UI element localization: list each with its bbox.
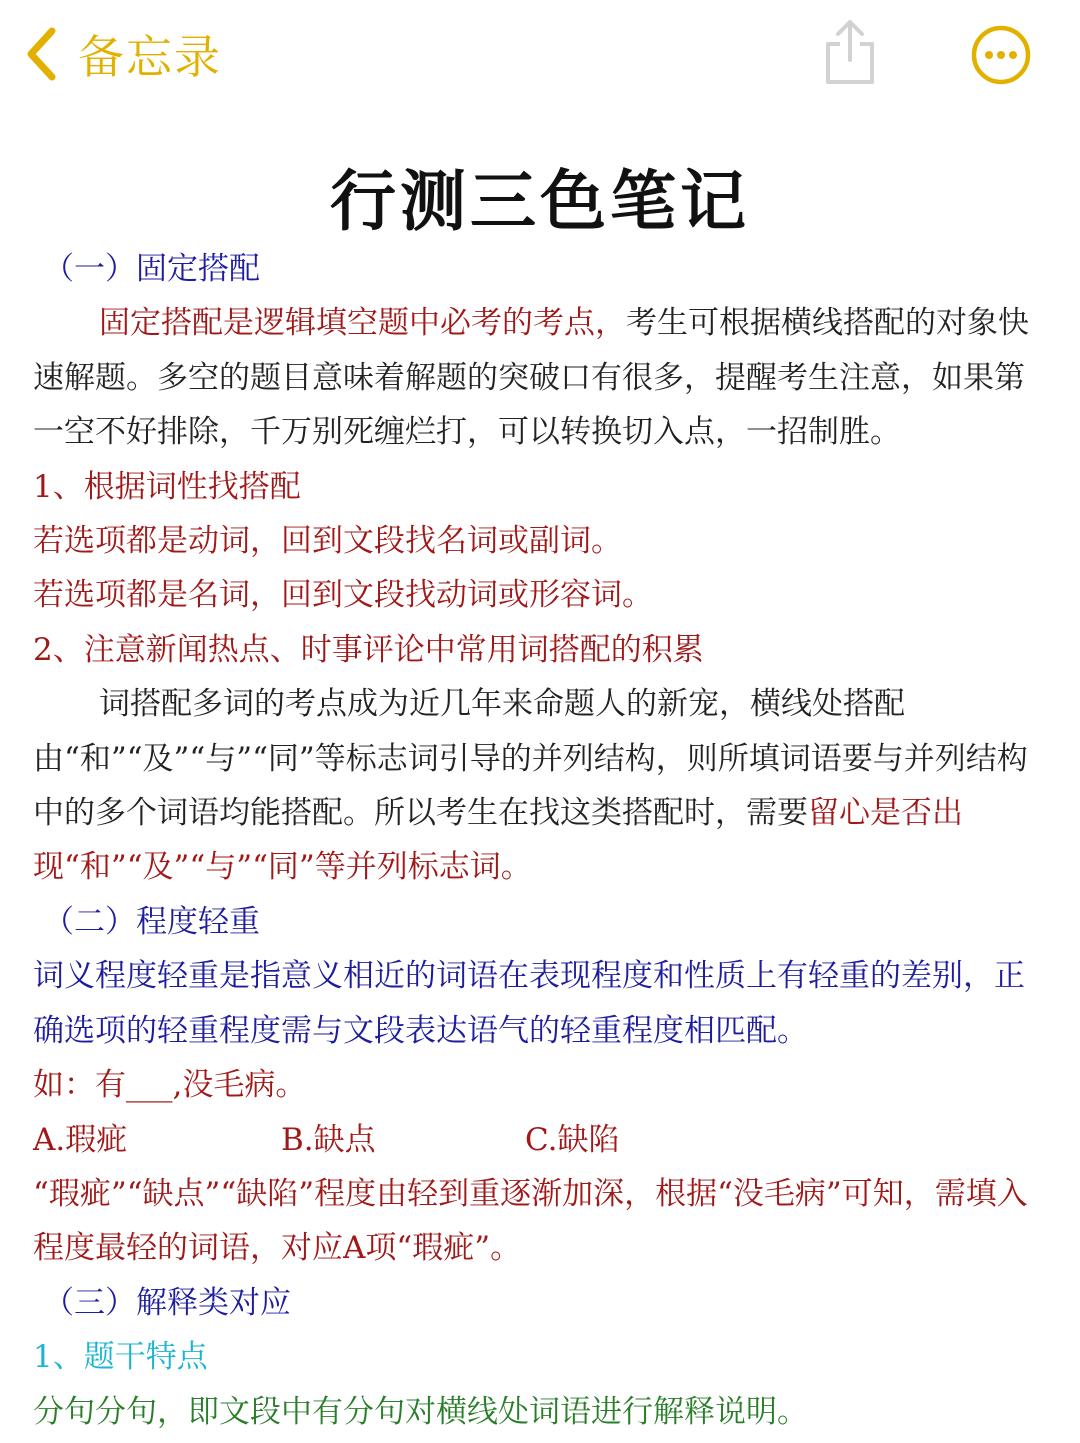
highlight-text: 固定搭配是逻辑填空题中必考的考点，	[99, 305, 626, 342]
section-3-subheading: 1、题干特点	[33, 1339, 208, 1376]
highlight-text: 留心是否出现“和”“及”“与”“同”等并列标志词。	[33, 795, 963, 886]
section-1-paragraph-2	[33, 677, 1048, 895]
chevron-left-icon	[22, 25, 60, 83]
section-3-heading: （三）解释类对应	[43, 1284, 291, 1321]
note-body	[33, 242, 1048, 1439]
example-sentence: 如：有___,没毛病。	[33, 1067, 307, 1104]
subheading-1: 1、根据词性找搭配	[33, 468, 301, 505]
answer-options	[33, 1113, 1048, 1167]
subheading-2: 2、注意新闻热点、时事评论中常用词搭配的积累	[33, 631, 704, 668]
rule-noun: 若选项都是名词，回到文段找动词或形容词。	[33, 577, 653, 614]
more-icon[interactable]	[970, 24, 1032, 86]
body-text: 考生可根据横线搭配的对象快速解题。多空的题目意味着解题的突破口有很多，提醒考生注意，如果第一空不好排除，千万别死缠烂打，可以转换切入点，一招制胜。	[33, 305, 1029, 451]
section-1-paragraph	[33, 296, 1048, 459]
option-c: C.缺陷	[525, 1121, 620, 1158]
section-1-heading: （一）固定搭配	[43, 251, 260, 287]
note-title: 行测三色笔记	[330, 162, 750, 240]
back-label: 备忘录	[78, 30, 222, 84]
navigation-bar	[0, 0, 1080, 110]
back-button[interactable]	[22, 22, 222, 86]
section-3-description: 分句分句，即文段中有分句对横线处词语进行解释说明。	[33, 1393, 808, 1430]
example-explanation: “瑕疵”“缺点”“缺陷”程度由轻到重逐渐加深，根据“没毛病”可知，需填入程度最轻的词语，对应A项“瑕疵”。	[33, 1175, 1028, 1267]
body-text: 词搭配多词的考点成为近几年来命题人的新宠，横线处搭配由“和”“及”“与”“同”等标志词引导的并列结构，则所填词语要与并列结构中的多个词语均能搭配。所以考生在找这类搭配时，需要	[33, 686, 1028, 832]
rule-verb: 若选项都是动词，回到文段找名词或副词。	[33, 523, 622, 560]
section-2-heading: （二）程度轻重	[43, 903, 260, 940]
section-2-description: 词义程度轻重是指意义相近的词语在表现程度和性质上有轻重的差别，正确选项的轻重程度需与文段表达语气的轻重程度相匹配。	[33, 958, 1025, 1049]
option-a: A.瑕疵	[33, 1121, 128, 1158]
option-b: B.缺点	[281, 1121, 376, 1158]
share-icon[interactable]	[818, 16, 882, 88]
